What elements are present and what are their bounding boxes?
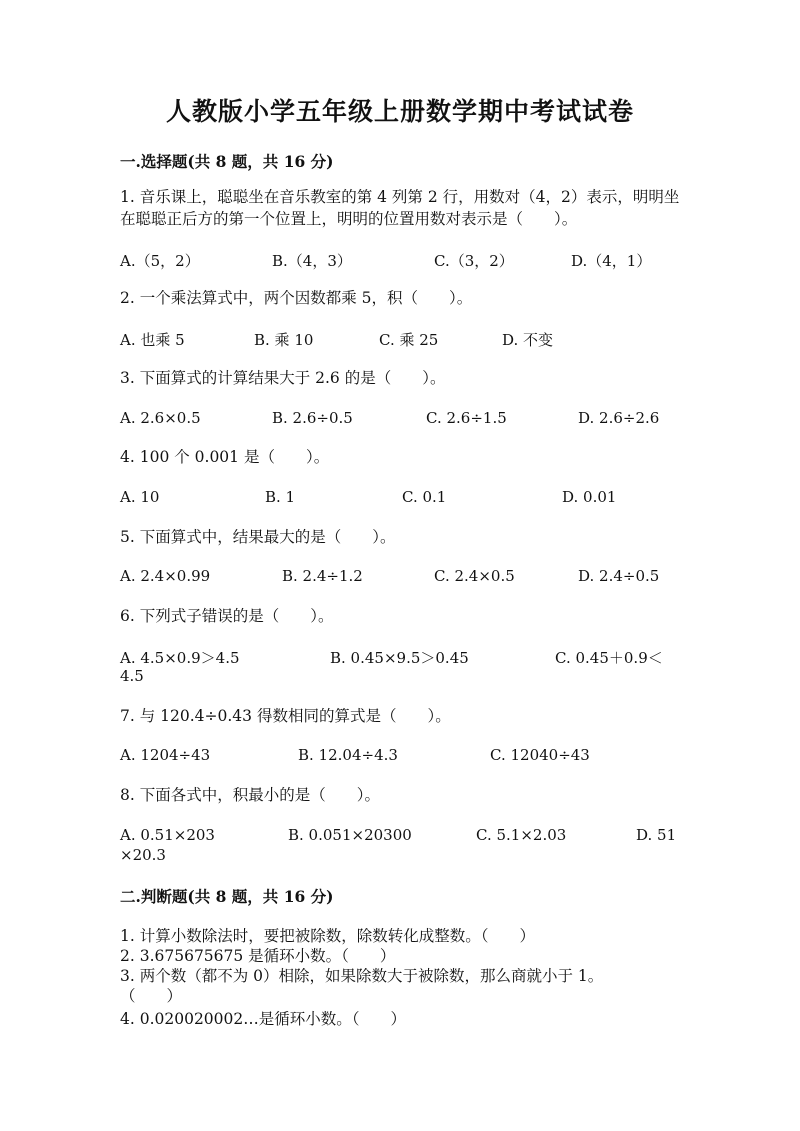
question-8-option-d-continued: ×20.3: [120, 846, 166, 864]
question-5-option-d: D. 2.4÷0.5: [578, 567, 660, 585]
question-4-option-b: B. 1: [265, 488, 296, 506]
question-4-stem: 4. 100 个 0.001 是（ ）。: [120, 448, 330, 466]
question-6-option-c: C. 0.45＋0.9＜: [555, 649, 663, 667]
question-3-stem: 3. 下面算式的计算结果大于 2.6 的是（ ）。: [120, 369, 446, 387]
question-2-option-d: D. 不变: [502, 331, 554, 349]
section-heading-choice: 一.选择题(共 8 题，共 16 分): [120, 152, 334, 171]
judge-item-3: 3. 两个数（都不为 0）相除，如果除数大于被除数，那么商就小于 1。: [120, 967, 604, 985]
section-heading-judge: 二.判断题(共 8 题，共 16 分): [120, 887, 334, 906]
question-3-option-d: D. 2.6÷2.6: [578, 409, 660, 427]
question-7-option-a: A. 1204÷43: [120, 746, 211, 764]
question-2-option-a: A. 也乘 5: [120, 331, 185, 349]
question-1-option-c: C.（3，2）: [434, 252, 514, 270]
question-6-option-a: A. 4.5×0.9＞4.5: [120, 649, 240, 667]
question-4-option-c: C. 0.1: [402, 488, 447, 506]
question-1-option-d: D.（4，1）: [571, 252, 652, 270]
question-7-stem: 7. 与 120.4÷0.43 得数相同的算式是（ ）。: [120, 707, 451, 725]
question-6-stem: 6. 下列式子错误的是（ ）。: [120, 607, 334, 625]
judge-item-1: 1. 计算小数除法时，要把被除数，除数转化成整数。（ ）: [120, 927, 535, 945]
question-5-option-c: C. 2.4×0.5: [434, 567, 515, 585]
judge-item-2: 2. 3.675675675 是循环小数。（ ）: [120, 947, 396, 965]
judge-item-3-continued: （ ）: [120, 987, 183, 1005]
question-5-option-a: A. 2.4×0.99: [120, 567, 211, 585]
question-4-option-d: D. 0.01: [562, 488, 617, 506]
judge-item-4: 4. 0.020020002…是循环小数。（ ）: [120, 1010, 407, 1028]
question-3-option-c: C. 2.6÷1.5: [426, 409, 507, 427]
question-1-stem: 1. 音乐课上，聪聪坐在音乐教室的第 4 列第 2 行，用数对（4，2）表示，明明坐在聪聪正后方的第一个位置上，明明的位置用数对表示是（ ）。: [120, 188, 680, 228]
question-8-stem: 8. 下面各式中，积最小的是（ ）。: [120, 786, 380, 804]
question-2-stem: 2. 一个乘法算式中，两个因数都乘 5，积（ ）。: [120, 289, 473, 307]
question-3-option-b: B. 2.6÷0.5: [272, 409, 353, 427]
exam-title: 人教版小学五年级上册数学期中考试试卷: [165, 97, 634, 126]
question-7-option-c: C. 12040÷43: [490, 746, 590, 764]
question-6-option-c-continued: 4.5: [120, 667, 144, 685]
question-2-option-b: B. 乘 10: [254, 331, 314, 349]
question-8-option-b: B. 0.051×20300: [288, 826, 412, 844]
question-8-option-a: A. 0.51×203: [120, 826, 215, 844]
question-4-option-a: A. 10: [120, 488, 160, 506]
question-5-stem: 5. 下面算式中，结果最大的是（ ）。: [120, 528, 396, 546]
question-1-option-a: A.（5，2）: [120, 252, 200, 270]
question-8-option-c: C. 5.1×2.03: [476, 826, 567, 844]
question-1-option-b: B.（4，3）: [272, 252, 352, 270]
question-7-option-b: B. 12.04÷4.3: [298, 746, 398, 764]
question-3-option-a: A. 2.6×0.5: [120, 409, 201, 427]
question-2-option-c: C. 乘 25: [379, 331, 439, 349]
question-5-option-b: B. 2.4÷1.2: [282, 567, 363, 585]
question-8-option-d: D. 51: [636, 826, 677, 844]
question-6-option-b: B. 0.45×9.5＞0.45: [330, 649, 469, 667]
